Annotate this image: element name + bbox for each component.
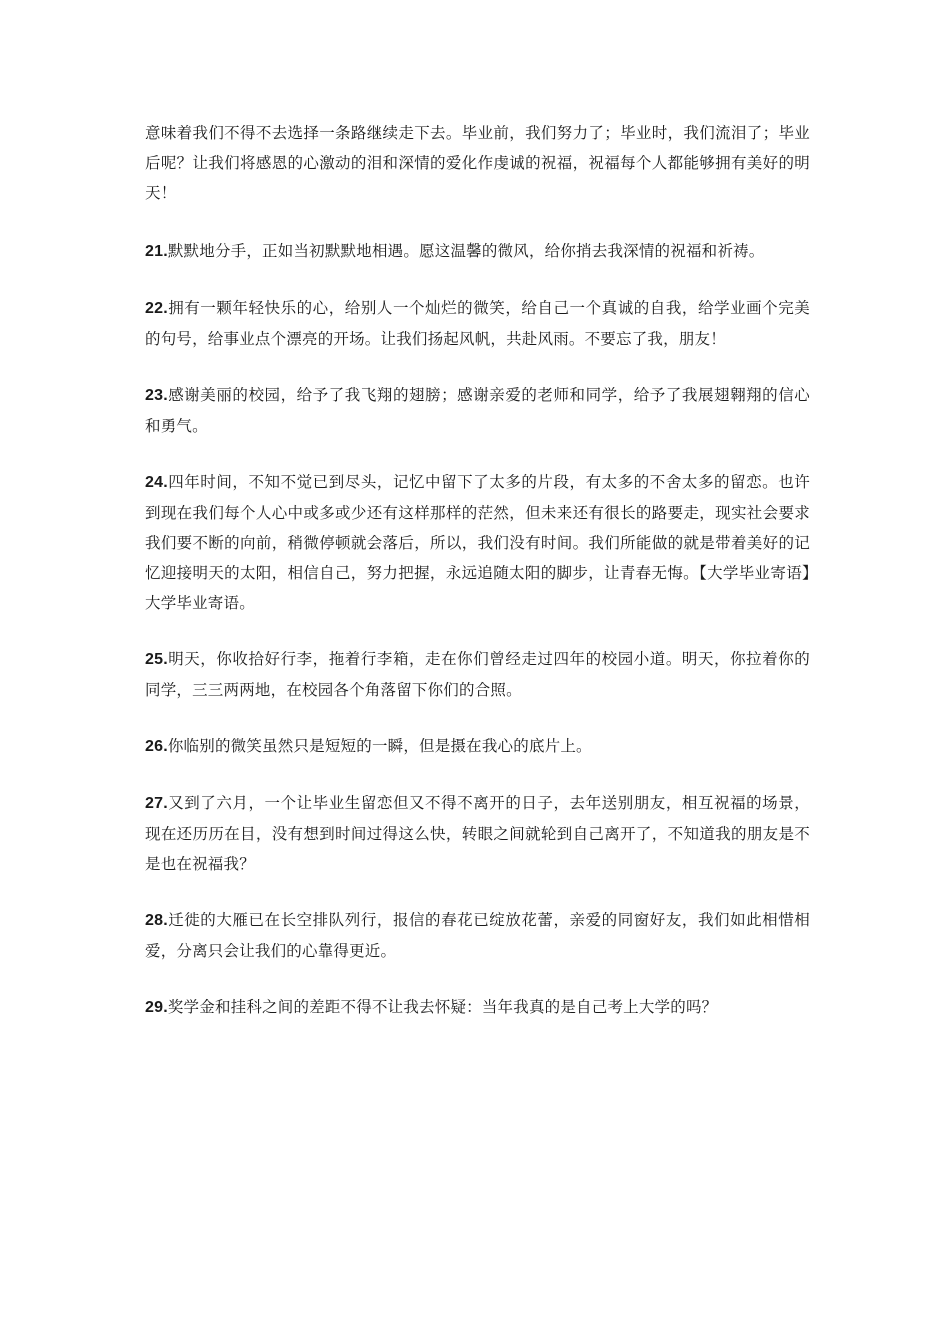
paragraph-text: 迁徙的大雁已在长空排队列行，报信的春花已绽放花蕾，亲爱的同窗好友，我们如此相惜相爱，分离只会让我们的心靠得更近。: [145, 911, 810, 960]
paragraph-text: 四年时间，不知不觉已到尽头，记忆中留下了太多的片段，有太多的不舍太多的留恋。也许到现在我们每个人心中或多或少还有这样那样的茫然，但未来还有很长的路要走，现实社会要求我们要不断的向前，稍微停顿就会落后，所以，我们没有时间。我们所能做的就是带着美好的记忆迎接明天的太阳，相信自己，努力把握，永远追随太阳的脚步，让青春无悔。【大学毕业寄语】大学毕业寄语。: [145, 473, 810, 612]
paragraph-text: 感谢美丽的校园，给予了我飞翔的翅膀；感谢亲爱的老师和同学，给予了我展翅翱翔的信心和勇气。: [145, 386, 810, 435]
paragraph-continued: [145, 118, 810, 208]
paragraph-text: 默默地分手，正如当初默默地相遇。愿这温馨的微风，给你捎去我深情的祝福和祈祷。: [167, 242, 765, 260]
paragraph-text: 奖学金和挂科之间的差距不得不让我去怀疑：当年我真的是自己考上大学的吗？: [167, 998, 718, 1016]
document-body: [145, 118, 810, 1049]
paragraph-text: 拥有一颗年轻快乐的心，给别人一个灿烂的微笑，给自己一个真诚的自我，给学业画个完美的句号，给事业点个漂亮的开场。让我们扬起风帆，共赴风雨。不要忘了我，朋友！: [145, 299, 810, 348]
paragraph-number: 21.: [145, 243, 168, 260]
paragraph-text: 意味着我们不得不去选择一条路继续走下去。毕业前，我们努力了；毕业时，我们流泪了；毕业后呢？让我们将感恩的心激动的泪和深情的爱化作虔诚的祝福，祝福每个人都能够拥有美好的明天！: [145, 124, 810, 202]
paragraph-number: 27.: [145, 795, 168, 812]
paragraph-number: 28.: [145, 912, 168, 929]
paragraph-22: [145, 293, 810, 354]
paragraph-number: 24.: [145, 474, 168, 491]
paragraph-25: [145, 644, 810, 705]
paragraph-29: [145, 992, 810, 1023]
paragraph-text: 你临别的微笑虽然只是短短的一瞬，但是摄在我心的底片上。: [167, 737, 592, 755]
paragraph-27: [145, 788, 810, 879]
paragraph-21: [145, 236, 810, 267]
paragraph-number: 23.: [145, 387, 168, 404]
paragraph-28: [145, 905, 810, 966]
paragraph-number: 26.: [145, 738, 168, 755]
paragraph-23: [145, 380, 810, 441]
paragraph-24: [145, 467, 810, 618]
paragraph-number: 29.: [145, 999, 168, 1016]
paragraph-number: 25.: [145, 651, 168, 668]
paragraph-text: 明天，你收拾好行李，拖着行李箱，走在你们曾经走过四年的校园小道。明天，你拉着你的同学，三三两两地，在校园各个角落留下你们的合照。: [145, 650, 810, 699]
paragraph-text: 又到了六月，一个让毕业生留恋但又不得不离开的日子，去年送别朋友，相互祝福的场景，现在还历历在目，没有想到时间过得这么快，转眼之间就轮到自己离开了，不知道我的朋友是不是也在祝福我？: [145, 794, 810, 873]
paragraph-number: 22.: [145, 300, 168, 317]
paragraph-26: [145, 731, 810, 762]
